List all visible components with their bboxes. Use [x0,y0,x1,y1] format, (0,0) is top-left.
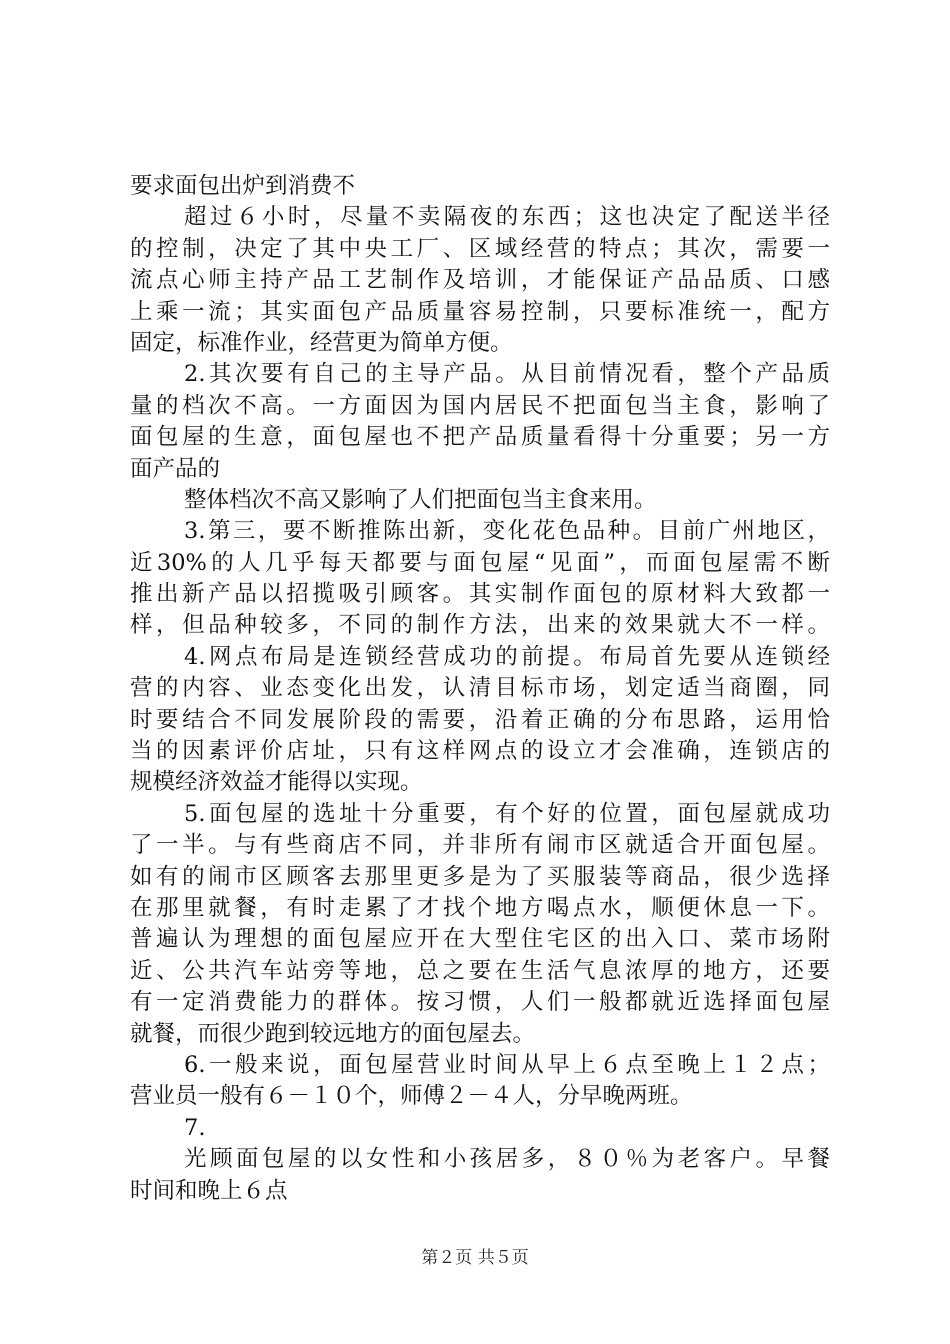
text-line: 近30%的人几乎每天都要与面包屋“见面”，而面包屋需不断 [130,549,830,576]
text-line: 上乘一流；其实面包产品质量容易控制，只要标准统一，配方 [130,298,830,325]
text-line: 面包屋的生意，面包屋也不把产品质量看得十分重要；另一方 [130,424,830,451]
text-line: 面产品的 [130,455,221,482]
text-line: 当的因素评价店址，只有这样网点的设立才会准确，连锁店的 [130,738,830,765]
text-line: 2.其次要有自己的主导产品。从目前情况看，整个产品质 [184,361,830,388]
text-line: 量的档次不高。一方面因为国内居民不把面包当主食，影响了 [130,392,830,419]
text-line: 4.网点布局是连锁经营成功的前提。布局首先要从连锁经 [184,643,830,670]
text-line: 7. [184,1114,206,1141]
text-line: 要求面包出炉到消费不 [130,173,356,199]
text-line: 如有的闹市区顾客去那里更多是为了买服装等商品，很少选择 [130,863,830,890]
text-line: 固定，标准作业，经营更为简单方便。 [130,329,513,356]
text-line: 超过６小时，尽量不卖隔夜的东西；这也决定了配送半径 [184,204,830,231]
document-body [130,171,830,1207]
text-line: 了一半。与有些商店不同，并非所有闹市区就适合开面包屋。 [130,832,830,859]
text-line: 推出新产品以招揽吸引顾客。其实制作面包的原材料大致都一 [130,581,830,608]
text-line: 就餐，而很少跑到较远地方的面包屋去。 [130,1020,536,1047]
text-line: 的控制，决定了其中央工厂、区域经营的特点；其次，需要一 [130,235,830,262]
text-line: 有一定消费能力的群体。按习惯，人们一般都就近选择面包屋 [130,989,830,1016]
text-line: 3.第三，要不断推陈出新，变化花色品种。目前广州地区， [184,518,830,545]
text-line: 光顾面包屋的以女性和小孩居多，８０％为老客户。早餐 [184,1146,830,1173]
text-line: 规模经济效益才能得以实现。 [130,769,423,796]
text-line: 时间和晚上６点 [130,1177,288,1204]
text-line: 普遍认为理想的面包屋应开在大型住宅区的出入口、菜市场附 [130,926,830,953]
text-line: 在那里就餐，有时走累了才找个地方喝点水，顺便休息一下。 [130,894,830,921]
text-line: 时要结合不同发展阶段的需要，沿着正确的分布思路，运用恰 [130,706,830,733]
page-number-footer: 第２页 共５页 [421,1248,529,1268]
text-line: 6.一般来说，面包屋营业时间从早上６点至晚上１２点； [184,1051,830,1078]
text-line: 样，但品种较多，不同的制作方法，出来的效果就大不一样。 [130,612,830,639]
text-line: 5.面包屋的选址十分重要，有个好的位置，面包屋就成功 [184,800,830,827]
text-line: 营业员一般有６－１０个，师傅２－４人，分早晚两班。 [130,1083,693,1110]
text-line: 整体档次不高又影响了人们把面包当主食来用。 [184,486,657,513]
text-line: 营的内容、业态变化出发，认清目标市场，划定适当商圈，同 [130,675,830,702]
text-line: 近、公共汽车站旁等地，总之要在生活气息浓厚的地方，还要 [130,957,830,984]
text-line: 流点心师主持产品工艺制作及培训，才能保证产品品质、口感 [130,267,830,294]
